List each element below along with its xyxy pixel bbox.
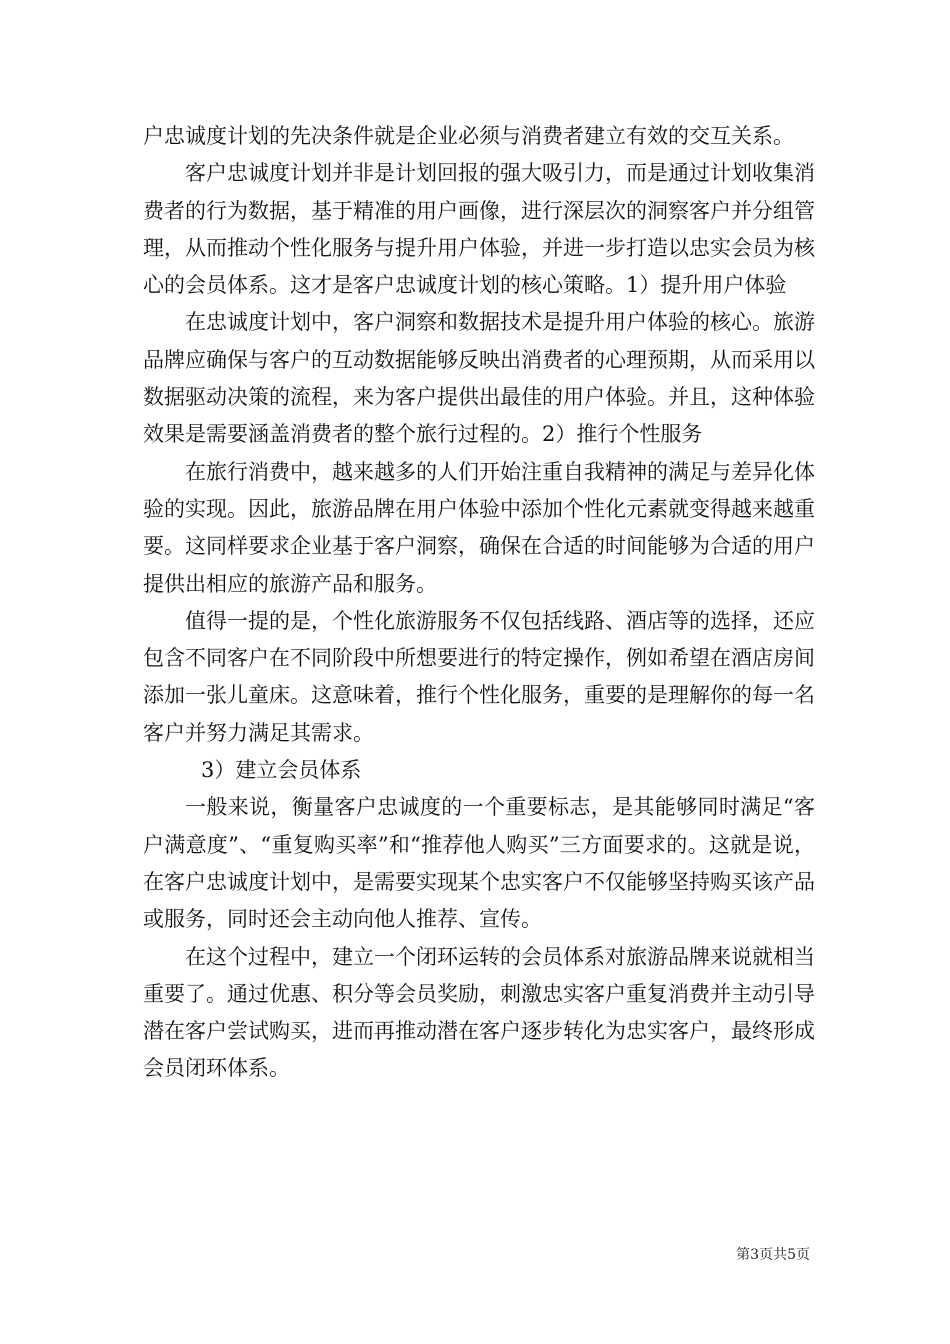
paragraph-7: 在这个过程中，建立一个闭环运转的会员体系对旅游品牌来说就相当重要了。通过优惠、积分等会员奖励，刺激忠实客户重复消费并主动引导潜在客户尝试购买，进而再推动潜在客户逐步转化为忠实客户，最终形成会员闭环体系。	[143, 944, 815, 1081]
paragraph-1: 户忠诚度计划的先决条件就是企业必须与消费者建立有效的交互关系。	[143, 124, 794, 148]
paragraph-6: 一般来说，衡量客户忠诚度的一个重要标志，是其能够同时满足“客户满意度”、“重复购买率”和“推荐他人购买”三方面要求的。这就是说，在客户忠诚度计划中，是需要实现某个忠实客户不仅能够坚持购买该产品或服务，同时还会主动向他人推荐、宣传。	[143, 795, 815, 932]
paragraph-5: 值得一提的是，个性化旅游服务不仅包括线路、酒店等的选择，还应包含不同客户在不同阶段中所想要进行的特定操作，例如希望在酒店房间添加一张儿童床。这意味着，推行个性化服务，重要的是理解你的每一名客户并努力满足其需求。	[143, 608, 815, 745]
paragraph-2: 客户忠诚度计划并非是计划回报的强大吸引力，而是通过计划收集消费者的行为数据，基于精准的用户画像，进行深层次的洞察客户并分组管理，从而推动个性化服务与提升用户体验，并进一步打造以忠实会员为核心的会员体系。这才是客户忠诚度计划的核心策略。1）提升用户体验	[143, 161, 815, 298]
page-number-footer: 第3页共5页	[736, 1247, 810, 1263]
document-body	[143, 118, 815, 1088]
paragraph-3: 在忠诚度计划中，客户洞察和数据技术是提升用户体验的核心。旅游品牌应确保与客户的互动数据能够反映出消费者的心理预期，从而采用以数据驱动决策的流程，来为客户提供出最佳的用户体验。并且，这种体验效果是需要涵盖消费者的整个旅行过程的。2）推行个性服务	[143, 310, 815, 447]
paragraph-4: 在旅行消费中，越来越多的人们开始注重自我精神的满足与差异化体验的实现。因此，旅游品牌在用户体验中添加个性化元素就变得越来越重要。这同样要求企业基于客户洞察，确保在合适的时间能够为合适的用户提供出相应的旅游产品和服务。	[143, 459, 815, 596]
section-heading-3: 3）建立会员体系	[201, 758, 362, 783]
